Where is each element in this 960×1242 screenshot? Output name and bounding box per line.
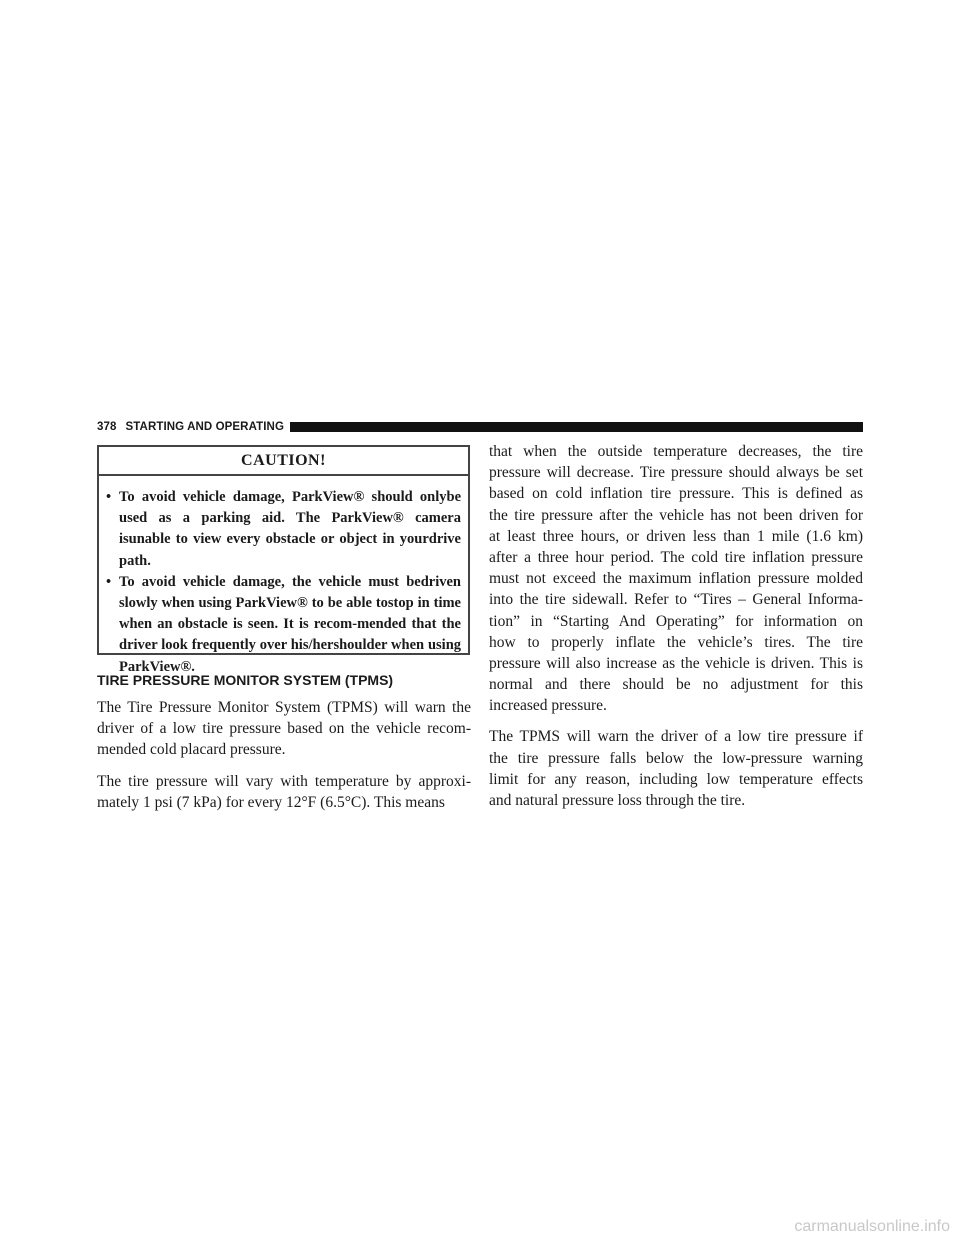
- text-line: at least three hours, or driven less than 1 mile (1.6 km): [489, 527, 863, 545]
- text-line: driver of a low tire pressure based on the vehicle recom-: [97, 720, 471, 738]
- caution-line: shoulder when using ParkView®.: [119, 637, 462, 675]
- caution-title: CAUTION!: [99, 447, 468, 476]
- caution-line: mended that the driver look frequently over his/her: [119, 616, 461, 654]
- text-line: pressure will decrease. Tire pressure should always be set: [489, 464, 863, 482]
- caution-line: stop in time when an obstacle is seen. It is recom-: [119, 595, 461, 633]
- paragraph: [97, 697, 471, 761]
- caution-item: [106, 572, 461, 678]
- text-line: mately 1 psi (7 kPa) for every 12°F (6.5°C). This means: [97, 793, 445, 811]
- caution-line: To avoid vehicle damage, the vehicle must be: [119, 573, 421, 590]
- bullet-icon: •: [106, 489, 112, 505]
- left-column-text: [97, 697, 471, 823]
- page-number: 378: [97, 421, 117, 433]
- text-line: The Tire Pressure Monitor System (TPMS) will warn the: [97, 699, 471, 716]
- text-line: limit for any reason, including low temperature effects: [489, 770, 863, 788]
- text-line: pressure will also increase as the vehicle is driven. This is: [489, 654, 863, 672]
- caution-line: unable to view every obstacle or object in your: [128, 531, 429, 548]
- right-column-text: [489, 441, 863, 821]
- caution-item: [106, 487, 461, 572]
- section-heading: TIRE PRESSURE MONITOR SYSTEM (TPMS): [97, 672, 394, 688]
- text-line: tion” in “Starting And Operating” for information on: [489, 612, 863, 630]
- text-line: must not exceed the maximum inflation pressure molded: [489, 570, 863, 588]
- caution-line: be used as a parking aid. The ParkView® camera is: [119, 489, 461, 548]
- header-rule: [290, 422, 863, 432]
- watermark: carmanualsonline.info: [794, 1218, 950, 1235]
- text-line: The TPMS will warn the driver of a low tire pressure if: [489, 728, 863, 746]
- text-line: and natural pressure loss through the tire.: [489, 792, 746, 809]
- text-line: normal and there should be no adjustment for this: [489, 676, 863, 694]
- paragraph: [97, 771, 471, 813]
- caution-line: drive path.: [119, 531, 461, 569]
- text-line: after a three hour period. The cold tire inflation pressure: [489, 548, 863, 566]
- caution-line: driven slowly when using ParkView® to be able to: [119, 573, 461, 612]
- paragraph: [489, 726, 863, 811]
- page-header: [97, 418, 863, 436]
- text-line: that when the outside temperature decreases, the tire: [489, 443, 863, 460]
- bullet-icon: •: [106, 573, 112, 590]
- text-line: mended cold placard pressure.: [97, 741, 286, 759]
- text-line: The tire pressure will vary with temperature by approxi-: [97, 772, 471, 790]
- text-line: how to properly inflate the vehicle’s tires. The tire: [489, 633, 863, 651]
- caution-list: [99, 476, 468, 678]
- caution-line: To avoid vehicle damage, ParkView® should only: [119, 489, 447, 505]
- section-title: STARTING AND OPERATING: [125, 421, 285, 433]
- caution-box: [97, 445, 470, 675]
- text-line: the tire pressure after the vehicle has not been driven for: [489, 506, 863, 524]
- text-line: increased pressure.: [489, 697, 607, 715]
- text-line: the tire pressure falls below the low-pressure warning: [489, 749, 863, 767]
- paragraph: [489, 441, 863, 716]
- text-line: based on cold inflation tire pressure. This is defined as: [489, 485, 863, 503]
- text-line: into the tire sidewall. Refer to “Tires – General Informa-: [489, 591, 863, 609]
